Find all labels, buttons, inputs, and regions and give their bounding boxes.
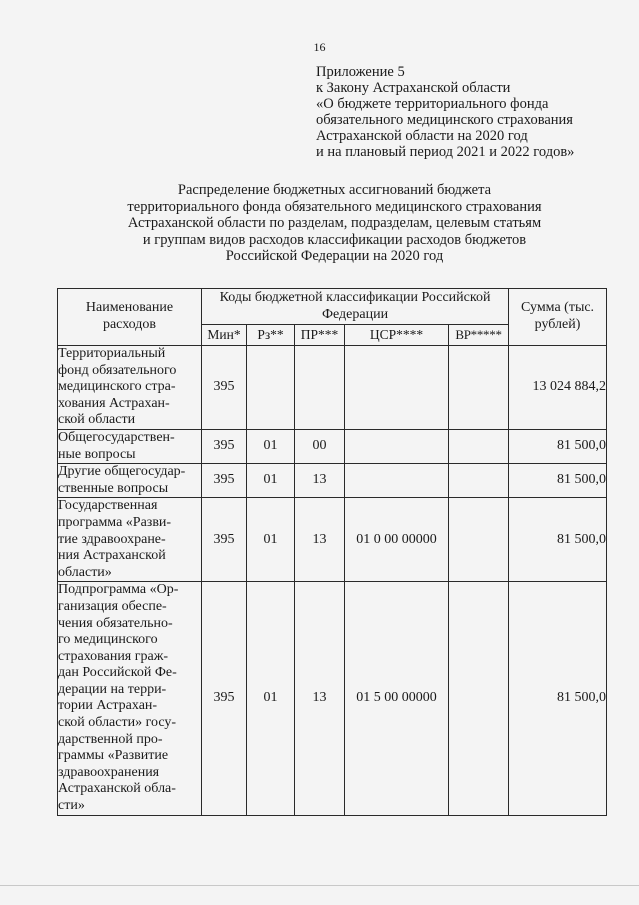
- row-name-line: ния Астраханской: [58, 548, 166, 564]
- row-rz: 01: [247, 464, 295, 498]
- row-rz: 01: [247, 498, 295, 582]
- page-edge-line: [0, 885, 639, 886]
- title-line: и группам видов расходов классификации расходов бюджетов: [142, 231, 527, 248]
- title-line: территориального фонда обязательного медицинского страхования: [127, 198, 542, 215]
- row-sum: 81 500,0: [509, 429, 607, 463]
- row-name: [58, 498, 202, 582]
- row-name: [58, 429, 202, 463]
- header-csr: ЦСР****: [345, 325, 449, 346]
- row-rz: 01: [247, 429, 295, 463]
- header-sum: Сумма (тыс. рублей): [509, 289, 607, 346]
- row-name-line: фонд обязательного: [58, 362, 177, 378]
- row-vr: [449, 346, 509, 430]
- row-name-line: Подпрограмма «Ор-: [58, 582, 179, 598]
- row-pr: 13: [295, 498, 345, 582]
- row-name: [58, 582, 202, 815]
- row-min: 395: [202, 498, 247, 582]
- table-body: [58, 346, 607, 816]
- row-name-line: хования Астрахан-: [58, 395, 170, 411]
- row-pr: 13: [295, 464, 345, 498]
- header-rz: Рз**: [247, 325, 295, 346]
- row-name-line: дан Российской Фе-: [58, 665, 177, 681]
- row-min: 395: [202, 346, 247, 430]
- table-row: [58, 498, 607, 582]
- row-sum: 81 500,0: [509, 582, 607, 815]
- header-vr: ВР*****: [449, 325, 509, 346]
- table-row: [58, 464, 607, 498]
- row-csr: [345, 346, 449, 430]
- row-name-line: Территориальный: [58, 346, 166, 361]
- annex-line: и на плановый период 2021 и 2022 годов»: [316, 144, 575, 160]
- budget-table: [57, 288, 607, 816]
- row-csr: 01 5 00 00000: [345, 582, 449, 815]
- row-name-line: страхования граж-: [58, 648, 169, 664]
- row-vr: [449, 429, 509, 463]
- row-name-line: дарственной про-: [58, 731, 163, 747]
- row-name-line: ской области» госу-: [58, 715, 177, 731]
- table-row: [58, 582, 607, 815]
- row-pr: 00: [295, 429, 345, 463]
- row-name-line: медицинского стра-: [58, 379, 176, 395]
- row-sum: 81 500,0: [509, 498, 607, 582]
- row-name-line: ные вопросы: [58, 446, 136, 462]
- row-min: 395: [202, 582, 247, 815]
- row-rz: 01: [247, 582, 295, 815]
- header-name: Наименование расходов: [58, 289, 202, 346]
- row-pr: 13: [295, 582, 345, 815]
- header-codes-group: Коды бюджетной классификации Российской Федерации: [202, 289, 509, 325]
- header-min: Мин*: [202, 325, 247, 346]
- row-vr: [449, 498, 509, 582]
- row-name-line: ской области: [58, 412, 136, 428]
- title-line: Российской Федерации на 2020 год: [225, 248, 444, 265]
- row-name-line: программа «Разви-: [58, 514, 172, 530]
- annex-line: Астраханской области на 2020 год: [316, 128, 528, 144]
- page-number: 16: [313, 40, 326, 54]
- title-line: Астраханской области по разделам, подразделам, целевым статьям: [127, 215, 542, 232]
- row-name-line: Государственная: [58, 498, 158, 514]
- row-sum: 13 024 884,2: [509, 346, 607, 430]
- row-pr: [295, 346, 345, 430]
- row-csr: [345, 429, 449, 463]
- annex-line: к Закону Астраханской области: [316, 80, 511, 96]
- row-name-line: ганизация обеспе-: [58, 598, 167, 614]
- row-csr: [345, 464, 449, 498]
- annex-line: «О бюджете территориального фонда: [316, 96, 549, 112]
- table-row: [58, 346, 607, 430]
- row-name-line: граммы «Развитие: [58, 748, 169, 764]
- annex-reference: [316, 64, 574, 160]
- row-sum: 81 500,0: [509, 464, 607, 498]
- row-min: 395: [202, 464, 247, 498]
- row-vr: [449, 582, 509, 815]
- header-pr: ПР***: [295, 325, 345, 346]
- annex-line: Приложение 5: [316, 64, 405, 80]
- table-header-row: [58, 289, 607, 325]
- row-name-line: тие здравоохране-: [58, 531, 166, 547]
- row-name-line: области»: [58, 564, 112, 580]
- row-name-line: Астраханской обла-: [58, 781, 176, 797]
- annex-line: обязательного медицинского страхования: [316, 112, 573, 128]
- row-csr: 01 0 00 00000: [345, 498, 449, 582]
- row-name-line: дерации на терри-: [58, 681, 167, 697]
- title-line: Распределение бюджетных ассигнований бюджета: [177, 182, 492, 198]
- row-min: 395: [202, 429, 247, 463]
- row-rz: [247, 346, 295, 430]
- row-name-line: здравоохранения: [58, 764, 160, 780]
- row-name-line: Общегосударствен-: [58, 429, 175, 445]
- row-name-line: Другие общегосудар-: [58, 464, 186, 480]
- row-name-line: ственные вопросы: [58, 480, 169, 496]
- row-name-line: сти»: [58, 798, 85, 814]
- row-name: [58, 464, 202, 498]
- row-name-line: тории Астрахан-: [58, 698, 158, 714]
- row-name-line: чения обязательно-: [58, 615, 173, 631]
- row-name: [58, 346, 202, 430]
- row-name-line: го медицинского: [58, 632, 158, 648]
- row-vr: [449, 464, 509, 498]
- table-row: [58, 429, 607, 463]
- document-title: [70, 182, 599, 265]
